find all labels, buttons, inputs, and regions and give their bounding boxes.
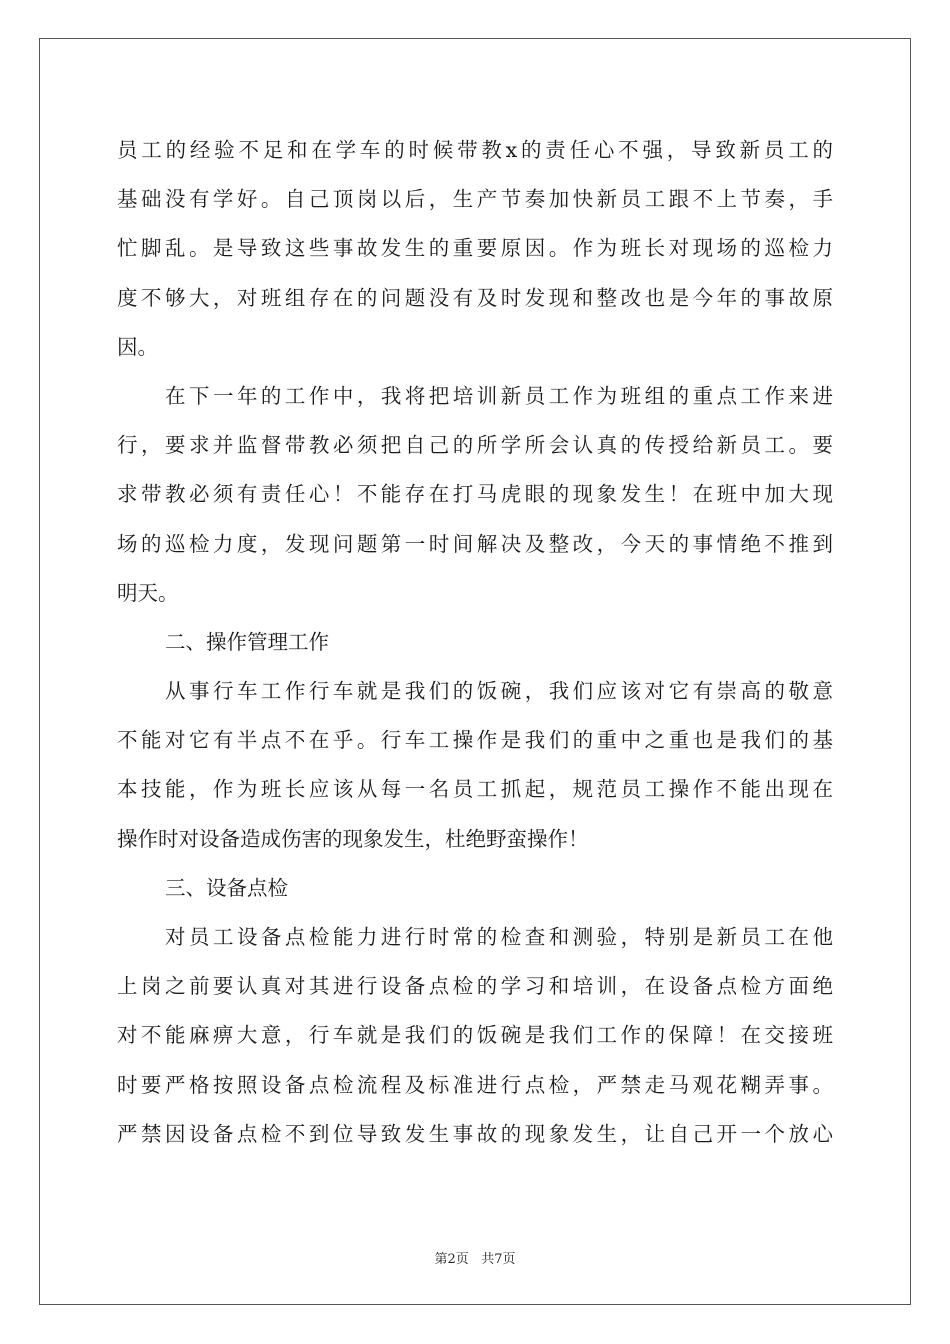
text-line: 从事行车工作行车就是我们的饭碗，我们应该对它有崇高的敬意 xyxy=(165,679,833,704)
document-body xyxy=(117,126,833,1159)
section-heading: 二、操作管理工作 xyxy=(165,629,329,654)
text-line: 明天。 xyxy=(117,580,179,605)
text-line: 严禁因设备点检不到位导致发生事故的现象发生，让自己开一个放心 xyxy=(117,1121,833,1146)
text-line: 不能对它有半点不在乎。行车工操作是我们的重中之重也是我们的基 xyxy=(117,728,833,753)
page-footer xyxy=(0,1248,950,1267)
page-total: 共7页 xyxy=(481,1252,516,1267)
text-line: 忙脚乱。是导致这些事故发生的重要原因。作为班长对现场的巡检力 xyxy=(117,236,833,261)
text-line: 行，要求并监督带教必须把自己的所学所会认真的传授给新员工。要 xyxy=(117,433,833,458)
text-line: 对不能麻痹大意，行车就是我们的饭碗是我们工作的保障！在交接班 xyxy=(117,1023,833,1048)
text-line: 在下一年的工作中，我将把培训新员工作为班组的重点工作来进 xyxy=(165,383,833,408)
page-number: 第2页 xyxy=(434,1252,469,1267)
text-line: 求带教必须有责任心！不能存在打马虎眼的现象发生！在班中加大现 xyxy=(117,482,833,507)
text-line: 员工的经验不足和在学车的时候带教x的责任心不强，导致新员工的 xyxy=(117,138,833,162)
text-line: 操作时对设备造成伤害的现象发生，杜绝野蛮操作！ xyxy=(117,826,589,851)
text-line: 上岗之前要认真对其进行设备点检的学习和培训，在设备点检方面绝 xyxy=(117,974,833,999)
section-heading: 三、设备点检 xyxy=(165,875,288,900)
text-line: 度不够大，对班组存在的问题没有及时发现和整改也是今年的事故原 xyxy=(117,285,833,310)
text-line: 因。 xyxy=(117,334,158,359)
text-line: 本技能，作为班长应该从每一名员工抓起，规范员工操作不能出现在 xyxy=(117,777,833,802)
text-line: 场的巡检力度，发现问题第一时间解决及整改，今天的事情绝不推到 xyxy=(117,531,833,556)
text-line: 对员工设备点检能力进行时常的检查和测验，特别是新员工在他 xyxy=(165,925,833,949)
text-line: 基础没有学好。自己顶岗以后，生产节奏加快新员工跟不上节奏，手 xyxy=(117,187,833,212)
text-line: 时要严格按照设备点检流程及标准进行点检，严禁走马观花糊弄事。 xyxy=(117,1072,833,1097)
